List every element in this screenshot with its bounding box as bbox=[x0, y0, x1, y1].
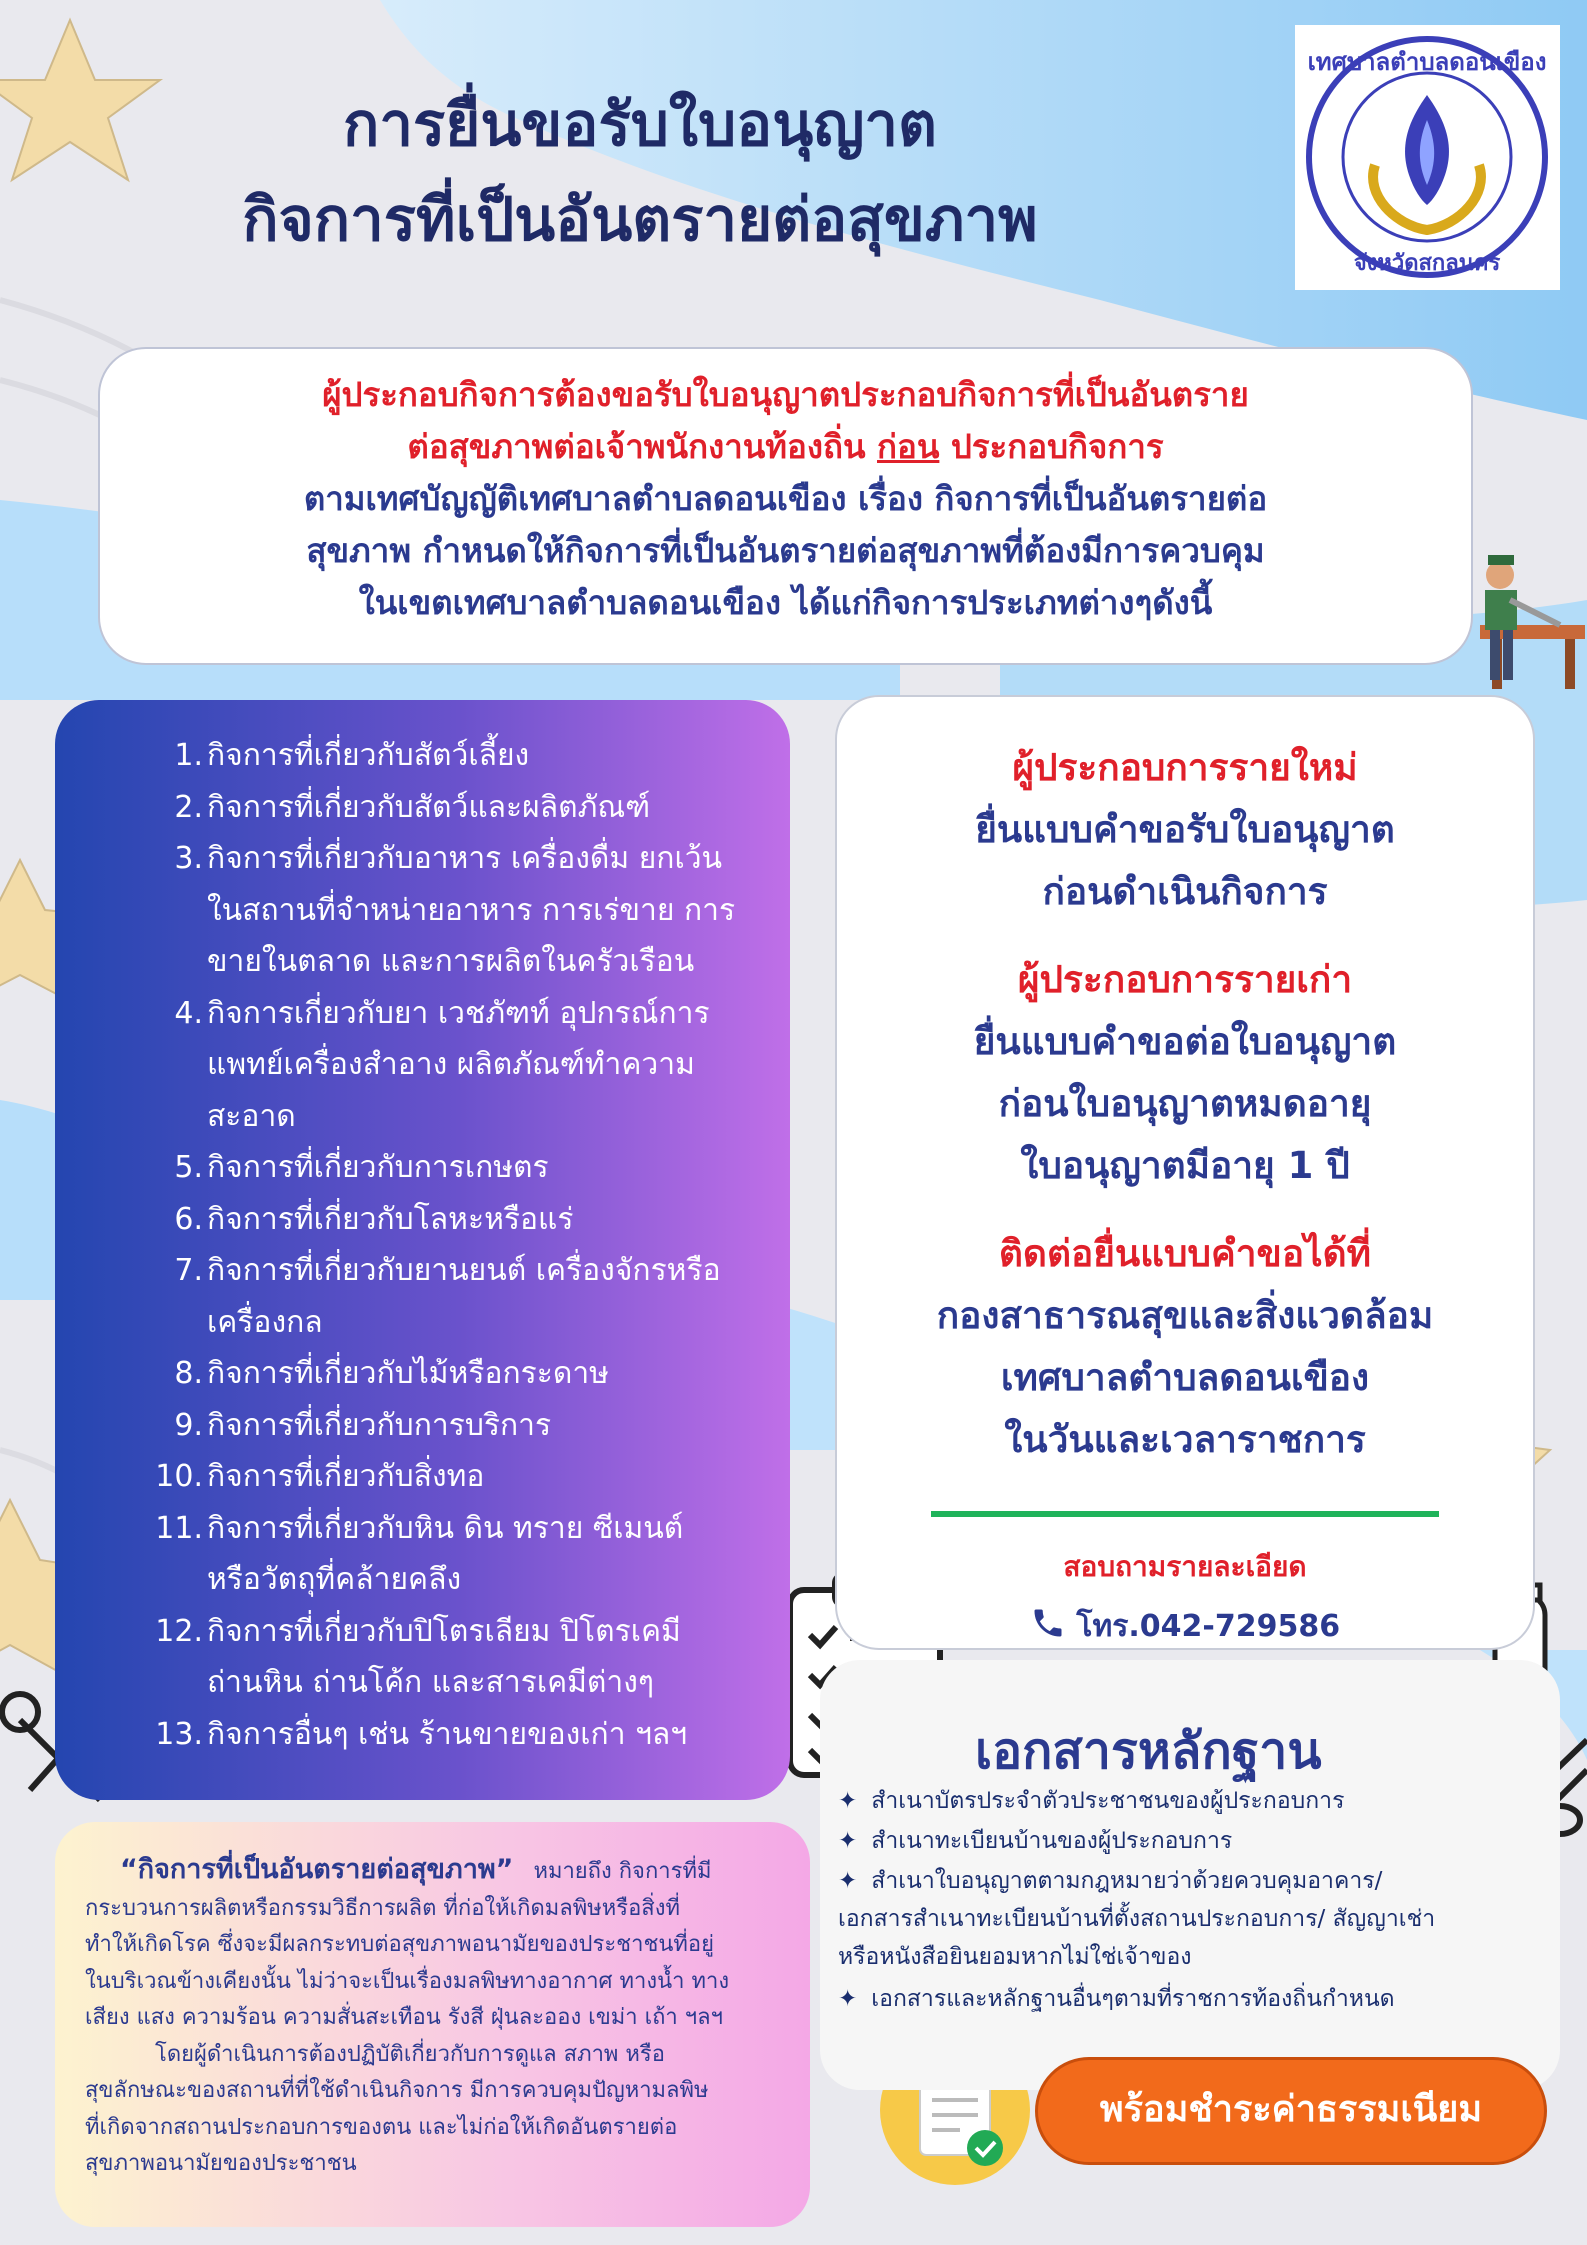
list-number: 12. bbox=[155, 1613, 203, 1649]
intro-red-line2-underlined: ก่อน bbox=[877, 427, 940, 466]
business-list-item bbox=[135, 1039, 755, 1091]
list-text: กิจการที่เกี่ยวกับไม้หรือกระดาษ bbox=[207, 1356, 609, 1391]
divider bbox=[931, 1511, 1439, 1517]
intro-panel bbox=[98, 347, 1473, 665]
old-operator-line2: ก่อนใบอนุญาตหมดอายุ bbox=[998, 1082, 1372, 1125]
business-list-item bbox=[135, 1657, 755, 1709]
definition-line1: “กิจการที่เป็นอันตรายต่อสุขภาพ” หมายถึง กิจการที่มี bbox=[120, 1854, 712, 1885]
municipality-logo bbox=[1295, 25, 1560, 290]
list-text: กิจการที่เกี่ยวกับสิ่งทอ bbox=[207, 1459, 485, 1494]
list-number: 5. bbox=[174, 1150, 203, 1185]
definition-line4: ในบริเวณข้างเคียงนั้น ไม่ว่าจะเป็นเรื่องมลพิษทางอากาศ ทางน้ำ ทาง bbox=[85, 1968, 730, 1994]
list-text: กิจการที่เกี่ยวกับปิโตรเลียม ปิโตรเคมี bbox=[207, 1613, 681, 1649]
intro-navy-line1: ตามเทศบัญญัติเทศบาลตำบลดอนเขือง เรื่อง กิจการที่เป็นอันตรายต่อ bbox=[303, 479, 1268, 518]
new-operator-line1: ยื่นแบบคำขอรับใบอนุญาต bbox=[975, 808, 1395, 851]
list-number: 9. bbox=[174, 1407, 203, 1443]
intro-navy-line3: ในเขตเทศบาลตำบลดอนเขือง ได้แก่กิจการประเภทต่างๆดังนี้ bbox=[358, 583, 1213, 622]
intro-navy-line2: สุขภาพ กำหนดให้กิจการที่เป็นอันตรายต่อสุขภาพที่ต้องมีการควบคุม bbox=[306, 531, 1265, 570]
old-operator-line3: ใบอนุญาตมีอายุ 1 ปี bbox=[1020, 1144, 1350, 1187]
definition-line5: เสียง แสง ความร้อน ความสั่นสะเทือน รังสี ฝุ่นละออง เขม่า เถ้า ฯลฯ bbox=[85, 2005, 723, 2030]
business-list-item bbox=[135, 1194, 755, 1246]
business-list-item bbox=[135, 1606, 755, 1658]
business-list-item bbox=[135, 833, 755, 885]
contact-line3: ในวันและเวลาราชการ bbox=[1004, 1418, 1366, 1461]
business-list-item bbox=[135, 1091, 755, 1143]
list-text: สะอาด bbox=[207, 1098, 296, 1134]
list-text: ถ่านหิน ถ่านโค้ก และสารเคมีต่างๆ bbox=[207, 1665, 655, 1700]
sparkle-icon: ✦ bbox=[838, 1986, 858, 2012]
phone-icon bbox=[1030, 1614, 1076, 1649]
phone-number: โทร.042-729586 bbox=[1076, 1609, 1341, 1644]
business-list-item bbox=[135, 1297, 755, 1349]
document-item-3-cont2: หรือหนังสือยินยอมหากไม่ใช่เจ้าของ bbox=[838, 1944, 1192, 1970]
business-list-panel bbox=[55, 700, 790, 1800]
business-list-item bbox=[135, 988, 755, 1040]
list-text: หรือวัตถุที่คล้ายคลึง bbox=[207, 1562, 462, 1597]
old-operator-line1: ยื่นแบบคำขอต่อใบอนุญาต bbox=[973, 1020, 1397, 1063]
list-number: 11. bbox=[155, 1510, 203, 1546]
list-text: กิจการอื่นๆ เช่น ร้านขายของเก่า ฯลฯ bbox=[207, 1716, 688, 1752]
document-item-2: ✦ สำเนาทะเบียนบ้านของผู้ประกอบการ bbox=[838, 1828, 1233, 1854]
inquire-label: สอบถามรายละเอียด bbox=[1063, 1550, 1307, 1583]
list-number: 2. bbox=[174, 789, 203, 825]
list-text: กิจการที่เกี่ยวกับโลหะหรือแร่ bbox=[207, 1201, 574, 1237]
definition-term: “กิจการที่เป็นอันตรายต่อสุขภาพ” bbox=[120, 1854, 514, 1885]
intro-red-line2 bbox=[100, 421, 1471, 473]
new-operator-line2: ก่อนดำเนินกิจการ bbox=[1042, 870, 1328, 913]
list-text: กิจการที่เกี่ยวกับการเกษตร bbox=[207, 1150, 549, 1185]
list-text: กิจการที่เกี่ยวกับการบริการ bbox=[207, 1407, 552, 1443]
sparkle-icon: ✦ bbox=[838, 1828, 858, 1854]
business-list-item bbox=[135, 1554, 755, 1606]
documents-title: เอกสารหลักฐาน bbox=[975, 1722, 1322, 1780]
contact-line2: เทศบาลตำบลดอนเขือง bbox=[1000, 1356, 1370, 1399]
definition-line6: โดยผู้ดำเนินการต้องปฏิบัติเกี่ยวกับการดูแล สภาพ หรือ bbox=[155, 2041, 665, 2067]
document-item-3: ✦ สำเนาใบอนุญาตตามกฎหมายว่าด้วยควบคุมอาคาร/ bbox=[838, 1868, 1383, 1894]
definition-line9: สุขภาพอนามัยของประชาชน bbox=[85, 2151, 357, 2176]
list-text: เครื่องกล bbox=[207, 1304, 323, 1340]
list-text: แพทย์เครื่องสำอาง ผลิตภัณฑ์ทำความ bbox=[207, 1047, 695, 1082]
business-list-item bbox=[135, 1451, 755, 1503]
list-number: 13. bbox=[155, 1716, 203, 1752]
sparkle-icon: ✦ bbox=[838, 1868, 858, 1894]
list-number: 7. bbox=[174, 1253, 203, 1288]
list-number: 6. bbox=[174, 1201, 203, 1237]
document-item-3-cont1: เอกสารสำเนาทะเบียนบ้านที่ตั้งสถานประกอบการ/ สัญญาเช่า bbox=[838, 1906, 1436, 1932]
definition-line2: กระบวนการผลิตหรือกรรมวิธีการผลิต ที่ก่อให้เกิดมลพิษหรือสิ่งที่ bbox=[85, 1895, 680, 1921]
business-list-item bbox=[135, 1142, 755, 1194]
business-list-item bbox=[135, 782, 755, 834]
list-text: กิจการที่เกี่ยวกับสัตว์เลี้ยง bbox=[207, 738, 530, 773]
business-list-item bbox=[135, 1245, 755, 1297]
business-list-item bbox=[135, 1503, 755, 1555]
new-operator-heading: ผู้ประกอบการรายใหม่ bbox=[1012, 746, 1358, 789]
contact-line1: กองสาธารณสุขและสิ่งแวดล้อม bbox=[936, 1294, 1434, 1337]
business-list-item bbox=[135, 730, 755, 782]
page-title-line2: กิจการที่เป็นอันตรายต่อสุขภาพ bbox=[242, 185, 1038, 255]
list-number: 4. bbox=[174, 995, 203, 1031]
intro-red-line2c: ประกอบกิจการ bbox=[950, 427, 1164, 466]
business-list-item bbox=[135, 1348, 755, 1400]
list-text: กิจการที่เกี่ยวกับสัตว์และผลิตภัณฑ์ bbox=[207, 789, 651, 825]
list-text: กิจการที่เกี่ยวกับยานยนต์ เครื่องจักรหรือ bbox=[207, 1253, 721, 1288]
sparkle-icon: ✦ bbox=[838, 1788, 858, 1814]
business-list-item bbox=[135, 936, 755, 988]
intro-red-line2a: ต่อสุขภาพต่อเจ้าพนักงานท้องถิ่น bbox=[407, 427, 866, 466]
phone-row[interactable] bbox=[837, 1603, 1533, 1650]
definition-line7: สุขลักษณะของสถานที่ที่ใช้ดำเนินกิจการ มีการควบคุมปัญหามลพิษ bbox=[85, 2078, 709, 2103]
list-text: กิจการที่เกี่ยวกับหิน ดิน ทราย ซีเมนต์ bbox=[207, 1510, 684, 1546]
definition-panel bbox=[55, 1822, 810, 2227]
business-list-item bbox=[135, 1709, 755, 1761]
list-text: ในสถานที่จำหน่ายอาหาร การเร่ขาย การ bbox=[207, 892, 736, 928]
list-text: กิจการเกี่ยวกับยา เวชภัฑท์ อุปกรณ์การ bbox=[207, 995, 710, 1031]
info-panel bbox=[835, 695, 1535, 1650]
list-text: กิจการที่เกี่ยวกับอาหาร เครื่องดื่ม ยกเว้น bbox=[207, 841, 723, 876]
document-item-4: ✦ เอกสารและหลักฐานอื่นๆตามที่ราชการท้องถิ่นกำหนด bbox=[838, 1986, 1395, 2012]
page-title-line1: การยื่นขอรับใบอนุญาต bbox=[343, 90, 937, 160]
business-list bbox=[135, 730, 770, 1760]
list-number: 10. bbox=[155, 1459, 203, 1494]
definition-line3: ทำให้เกิดโรค ซึ่งจะมีผลกระทบต่อสุขภาพอนามัยของประชาชนที่อยู่ bbox=[85, 1932, 715, 1957]
intro-red-line1: ผู้ประกอบกิจการต้องขอรับใบอนุญาตประกอบกิจการที่เป็นอันตราย bbox=[322, 375, 1249, 414]
business-list-item bbox=[135, 1400, 755, 1452]
list-number: 8. bbox=[174, 1356, 203, 1391]
old-operator-heading: ผู้ประกอบการรายเก่า bbox=[1017, 958, 1353, 1001]
list-number: 1. bbox=[174, 738, 203, 773]
document-item-1: ✦ สำเนาบัตรประจำตัวประชาชนของผู้ประกอบการ bbox=[838, 1788, 1345, 1814]
svg-text:จังหวัดสกลนคร: จังหวัดสกลนคร bbox=[1353, 251, 1501, 276]
list-number: 3. bbox=[174, 841, 203, 876]
list-text: ขายในตลาด และการผลิตในครัวเรือน bbox=[207, 944, 695, 979]
contact-heading: ติดต่อยื่นแบบคำขอได้ที่ bbox=[998, 1232, 1372, 1275]
pay-fee-button[interactable]: พร้อมชำระค่าธรรมเนียม bbox=[1035, 2057, 1547, 2165]
definition-line8: ที่เกิดจากสถานประกอบการของตน และไม่ก่อให้เกิดอันตรายต่อ bbox=[85, 2114, 678, 2140]
svg-text:เทศบาลตำบลดอนเขือง: เทศบาลตำบลดอนเขือง bbox=[1307, 48, 1547, 76]
business-list-item bbox=[135, 885, 755, 937]
